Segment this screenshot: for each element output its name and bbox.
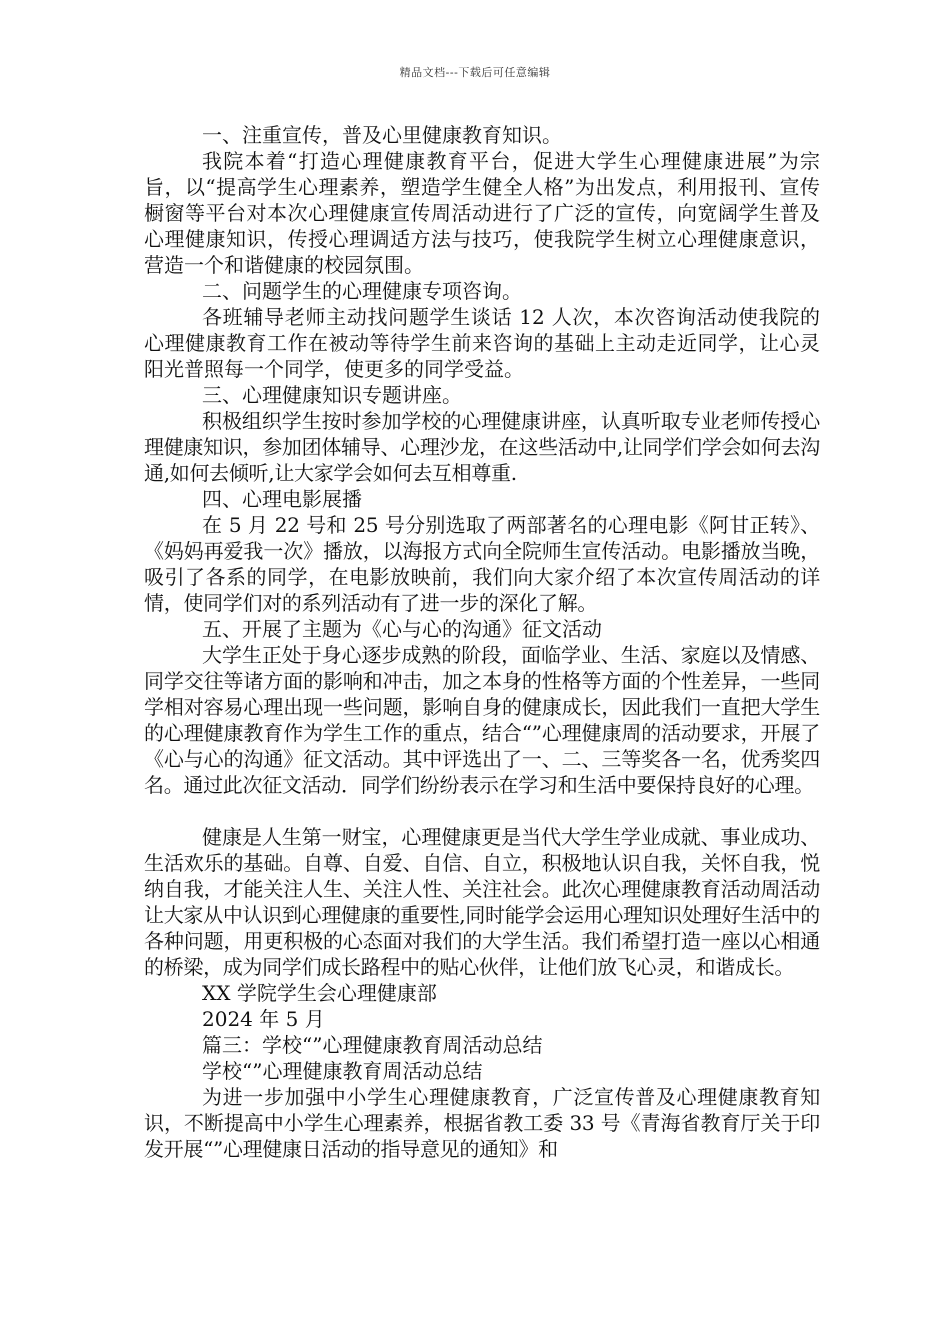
heading-lecture: 三、心理健康知识专题讲座。: [202, 383, 462, 407]
paragraph-lecture: 积极组织学生按时参加学校的心理健康讲座，认真听取专业老师传授心理健康知识，参加团体辅导、心理沙龙，在这些活动中,让同学们学会如何去沟通,如何去倾听,让大家学会如何去互相尊重.: [144, 409, 820, 485]
document-body: [144, 122, 820, 1162]
document-title: 学校“”心理健康教育周活动总结: [202, 1059, 483, 1083]
paragraph-essay: 大学生正处于身心逐步成熟的阶段，面临学业、生活、家庭以及情感、同学交往等诸方面的影响和冲击，加之本身的性格等方面的个性差异，一些同学相对容易心理出现一些问题，影响自身的健康成长，因此我们一直把大学生的心理健康教育作为学生工作的重点，结合“”心理健康周的活动要求，开展了《心与心的沟通》征文活动。其中评选出了一、二、三等奖各一名，优秀奖四名。通过此次征文活动．同学们纷纷表示在学习和生活中要保持良好的心理。: [144, 643, 820, 797]
heading-movies: 四、心理电影展播: [202, 487, 362, 511]
heading-consultation: 二、问题学生的心理健康专项咨询。: [202, 279, 522, 303]
heading-publicity: 一、注重宣传，普及心里健康教育知识。: [202, 123, 562, 147]
heading-essay: 五、开展了主题为《心与心的沟通》征文活动: [202, 617, 602, 641]
signature-department: XX 学院学生会心理健康部: [202, 981, 437, 1005]
paragraph-publicity: 我院本着“打造心理健康教育平台，促进大学生心理健康进展”为宗旨，以“提高学生心理素养，塑造学生健全人格”为出发点，利用报刊、宣传橱窗等平台对本次心理健康宣传周活动进行了广泛的宣传，向宽阔学生普及心理健康知识，传授心理调适方法与技巧，使我院学生树立心理健康意识，营造一个和谐健康的校园氛围。: [144, 149, 820, 277]
paragraph-movies: 在 5 月 22 号和 25 号分别选取了两部著名的心理电影《阿甘正转》、《妈妈再爱我一次》播放，以海报方式向全院师生宣传活动。电影播放当晚，吸引了各系的同学，在电影放映前，我们向大家介绍了本次宣传周活动的详情，使同学们对的系列活动有了进一步的深化了解。: [144, 513, 820, 615]
page-header: 精品文档---下载后可任意编辑: [399, 66, 551, 79]
paragraph-conclusion: 健康是人生第一财宝，心理健康更是当代大学生学业成就、事业成功、生活欢乐的基础。自尊、自爱、自信、自立，积极地认识自我，关怀自我，悦纳自我，才能关注人生、关注人性、关注社会。此次心理健康教育活动周活动让大家从中认识到心理健康的重要性,同时能学会运用心理知识处理好生活中的各种问题，用更积极的心态面对我们的大学生活。我们希望打造一座以心相通的桥梁，成为同学们成长路程中的贴心伙伴，让他们放飞心灵，和谐成长。: [144, 825, 820, 979]
paragraph-intro: 为进一步加强中小学生心理健康教育，广泛宣传普及心理健康教育知识，不断提高中小学生心理素养，根据省教工委 33 号《青海省教育厅关于印发开展“”心理健康日活动的指导意见的通知》和: [144, 1085, 820, 1161]
paragraph-gap: [144, 798, 820, 824]
section-title: 篇三：学校“”心理健康教育周活动总结: [202, 1033, 543, 1057]
paragraph-consultation: 各班辅导老师主动找问题学生谈话 12 人次，本次咨询活动使我院的心理健康教育工作在被动等待学生前来咨询的基础上主动走近同学，让心灵阳光普照每一个同学，使更多的同学受益。: [144, 305, 820, 381]
signature-date: 2024 年 5 月: [202, 1007, 325, 1031]
